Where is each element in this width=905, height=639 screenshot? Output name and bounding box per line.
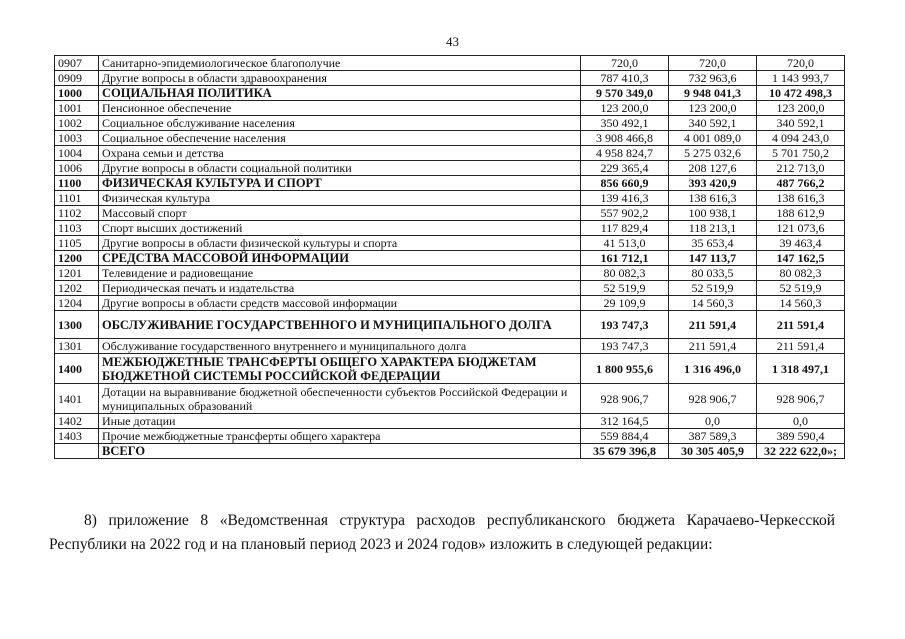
row-code: 1003 xyxy=(55,131,99,146)
row-value-2024: 720,0 xyxy=(757,56,845,71)
row-name: Санитарно-эпидемиологическое благополучие xyxy=(99,56,581,71)
row-value-2023: 100 938,1 xyxy=(669,206,757,221)
row-value-2024: 211 591,4 xyxy=(757,311,845,339)
row-value-2022: 559 884,4 xyxy=(581,429,669,444)
row-value-2022: 557 902,2 xyxy=(581,206,669,221)
row-name: МЕЖБЮДЖЕТНЫЕ ТРАНСФЕРТЫ ОБЩЕГО ХАРАКТЕРА БЮДЖЕТАМ БЮДЖЕТНОЙ СИСТЕМЫ РОССИЙСКОЙ ФЕДЕРАЦИИ xyxy=(99,354,581,384)
row-code xyxy=(55,444,99,459)
row-value-2024: 147 162,5 xyxy=(757,251,845,266)
table-row xyxy=(55,71,845,86)
row-value-2023: 928 906,7 xyxy=(669,384,757,414)
table-row xyxy=(55,251,845,266)
row-code: 1200 xyxy=(55,251,99,266)
row-value-2023: 720,0 xyxy=(669,56,757,71)
row-value-2022: 720,0 xyxy=(581,56,669,71)
row-value-2024: 123 200,0 xyxy=(757,101,845,116)
table-row xyxy=(55,444,845,459)
row-name: Периодическая печать и издательства xyxy=(99,281,581,296)
row-value-2023: 118 213,1 xyxy=(669,221,757,236)
table-row xyxy=(55,414,845,429)
table-row xyxy=(55,56,845,71)
row-name: Охрана семьи и детства xyxy=(99,146,581,161)
budget-table-body xyxy=(55,56,845,459)
row-value-2022: 312 164,5 xyxy=(581,414,669,429)
row-name: Другие вопросы в области физической культуры и спорта xyxy=(99,236,581,251)
row-name: Спорт высших достижений xyxy=(99,221,581,236)
table-row xyxy=(55,161,845,176)
table-row xyxy=(55,86,845,101)
row-value-2023: 340 592,1 xyxy=(669,116,757,131)
row-name: Массовый спорт xyxy=(99,206,581,221)
row-value-2022: 9 570 349,0 xyxy=(581,86,669,101)
row-name: Прочие межбюджетные трансферты общего характера xyxy=(99,429,581,444)
row-code: 1002 xyxy=(55,116,99,131)
amendment-paragraph xyxy=(49,509,835,557)
row-value-2023: 5 275 032,6 xyxy=(669,146,757,161)
row-value-2022: 4 958 824,7 xyxy=(581,146,669,161)
row-name: Социальное обеспечение населения xyxy=(99,131,581,146)
row-code: 1300 xyxy=(55,311,99,339)
row-value-2022: 3 908 466,8 xyxy=(581,131,669,146)
table-row xyxy=(55,206,845,221)
row-code: 1204 xyxy=(55,296,99,311)
table-row xyxy=(55,176,845,191)
row-value-2022: 80 082,3 xyxy=(581,266,669,281)
row-value-2024: 39 463,4 xyxy=(757,236,845,251)
budget-table xyxy=(54,55,845,459)
row-value-2024: 52 519,9 xyxy=(757,281,845,296)
row-code: 1004 xyxy=(55,146,99,161)
row-value-2023: 9 948 041,3 xyxy=(669,86,757,101)
table-row xyxy=(55,131,845,146)
row-value-2022: 856 660,9 xyxy=(581,176,669,191)
row-value-2022: 928 906,7 xyxy=(581,384,669,414)
row-name: Пенсионное обеспечение xyxy=(99,101,581,116)
table-row xyxy=(55,429,845,444)
row-value-2022: 350 492,1 xyxy=(581,116,669,131)
row-name: ФИЗИЧЕСКАЯ КУЛЬТУРА И СПОРТ xyxy=(99,176,581,191)
row-value-2023: 35 653,4 xyxy=(669,236,757,251)
table-row xyxy=(55,266,845,281)
row-value-2024: 389 590,4 xyxy=(757,429,845,444)
row-value-2022: 161 712,1 xyxy=(581,251,669,266)
paragraph-line-1: 8) приложение 8 «Ведомственная структура расходов республиканского бюджета Карачаево-Черкесской xyxy=(84,512,835,529)
page-number: 43 xyxy=(446,34,459,49)
row-name: Обслуживание государственного внутреннего и муниципального долга xyxy=(99,339,581,354)
row-value-2023: 4 001 089,0 xyxy=(669,131,757,146)
row-value-2022: 229 365,4 xyxy=(581,161,669,176)
row-value-2023: 1 316 496,0 xyxy=(669,354,757,384)
row-value-2024: 1 143 993,7 xyxy=(757,71,845,86)
table-row xyxy=(55,236,845,251)
row-value-2023: 732 963,6 xyxy=(669,71,757,86)
row-code: 1101 xyxy=(55,191,99,206)
table-row xyxy=(55,311,845,339)
row-value-2024: 14 560,3 xyxy=(757,296,845,311)
row-name: Телевидение и радиовещание xyxy=(99,266,581,281)
row-value-2024: 80 082,3 xyxy=(757,266,845,281)
row-value-2022: 52 519,9 xyxy=(581,281,669,296)
row-value-2024: 32 222 622,0»; xyxy=(757,444,845,459)
row-name: Другие вопросы в области социальной политики xyxy=(99,161,581,176)
row-value-2024: 188 612,9 xyxy=(757,206,845,221)
row-value-2022: 193 747,3 xyxy=(581,339,669,354)
row-code: 1103 xyxy=(55,221,99,236)
row-value-2024: 1 318 497,1 xyxy=(757,354,845,384)
row-code: 1201 xyxy=(55,266,99,281)
row-value-2024: 212 713,0 xyxy=(757,161,845,176)
row-name: ОБСЛУЖИВАНИЕ ГОСУДАРСТВЕННОГО И МУНИЦИПАЛЬНОГО ДОЛГА xyxy=(99,311,581,339)
row-value-2022: 1 800 955,6 xyxy=(581,354,669,384)
row-value-2023: 30 305 405,9 xyxy=(669,444,757,459)
row-value-2024: 928 906,7 xyxy=(757,384,845,414)
paragraph-line-2: Республики на 2022 год и на плановый период 2023 и 2024 годов» изложить в следующей редакции: xyxy=(49,536,713,553)
row-value-2022: 117 829,4 xyxy=(581,221,669,236)
row-value-2023: 211 591,4 xyxy=(669,311,757,339)
row-code: 1102 xyxy=(55,206,99,221)
row-code: 1100 xyxy=(55,176,99,191)
row-value-2022: 29 109,9 xyxy=(581,296,669,311)
row-code: 1202 xyxy=(55,281,99,296)
row-value-2022: 787 410,3 xyxy=(581,71,669,86)
row-code: 1105 xyxy=(55,236,99,251)
row-code: 1403 xyxy=(55,429,99,444)
row-code: 1006 xyxy=(55,161,99,176)
table-row xyxy=(55,354,845,384)
row-value-2024: 340 592,1 xyxy=(757,116,845,131)
table-row xyxy=(55,296,845,311)
row-value-2023: 208 127,6 xyxy=(669,161,757,176)
table-row xyxy=(55,146,845,161)
table-row xyxy=(55,101,845,116)
row-value-2023: 0,0 xyxy=(669,414,757,429)
row-value-2022: 35 679 396,8 xyxy=(581,444,669,459)
table-row xyxy=(55,191,845,206)
row-value-2022: 123 200,0 xyxy=(581,101,669,116)
row-value-2023: 123 200,0 xyxy=(669,101,757,116)
table-row xyxy=(55,116,845,131)
row-name: Иные дотации xyxy=(99,414,581,429)
row-code: 1000 xyxy=(55,86,99,101)
row-value-2023: 393 420,9 xyxy=(669,176,757,191)
row-value-2024: 10 472 498,3 xyxy=(757,86,845,101)
table-row xyxy=(55,281,845,296)
row-value-2024: 211 591,4 xyxy=(757,339,845,354)
row-value-2022: 41 513,0 xyxy=(581,236,669,251)
row-value-2023: 80 033,5 xyxy=(669,266,757,281)
row-value-2024: 0,0 xyxy=(757,414,845,429)
row-value-2022: 193 747,3 xyxy=(581,311,669,339)
row-name: Другие вопросы в области здравоохранения xyxy=(99,71,581,86)
row-value-2024: 487 766,2 xyxy=(757,176,845,191)
row-name: Физическая культура xyxy=(99,191,581,206)
row-code: 0909 xyxy=(55,71,99,86)
row-name: СРЕДСТВА МАССОВОЙ ИНФОРМАЦИИ xyxy=(99,251,581,266)
row-code: 1401 xyxy=(55,384,99,414)
row-name: Социальное обслуживание населения xyxy=(99,116,581,131)
row-value-2023: 147 113,7 xyxy=(669,251,757,266)
table-row xyxy=(55,221,845,236)
row-code: 1402 xyxy=(55,414,99,429)
row-code: 1400 xyxy=(55,354,99,384)
row-code: 0907 xyxy=(55,56,99,71)
row-value-2024: 5 701 750,2 xyxy=(757,146,845,161)
row-name: Дотации на выравнивание бюджетной обеспеченности субъектов Российской Федерации и муниципальных образований xyxy=(99,384,581,414)
row-value-2023: 14 560,3 xyxy=(669,296,757,311)
row-value-2023: 211 591,4 xyxy=(669,339,757,354)
row-name: ВСЕГО xyxy=(99,444,581,459)
table-row xyxy=(55,339,845,354)
row-value-2024: 121 073,6 xyxy=(757,221,845,236)
row-code: 1301 xyxy=(55,339,99,354)
row-code: 1001 xyxy=(55,101,99,116)
row-value-2024: 138 616,3 xyxy=(757,191,845,206)
row-name: СОЦИАЛЬНАЯ ПОЛИТИКА xyxy=(99,86,581,101)
row-value-2023: 138 616,3 xyxy=(669,191,757,206)
row-value-2022: 139 416,3 xyxy=(581,191,669,206)
row-value-2023: 387 589,3 xyxy=(669,429,757,444)
row-name: Другие вопросы в области средств массовой информации xyxy=(99,296,581,311)
row-value-2023: 52 519,9 xyxy=(669,281,757,296)
table-row xyxy=(55,384,845,414)
row-value-2024: 4 094 243,0 xyxy=(757,131,845,146)
